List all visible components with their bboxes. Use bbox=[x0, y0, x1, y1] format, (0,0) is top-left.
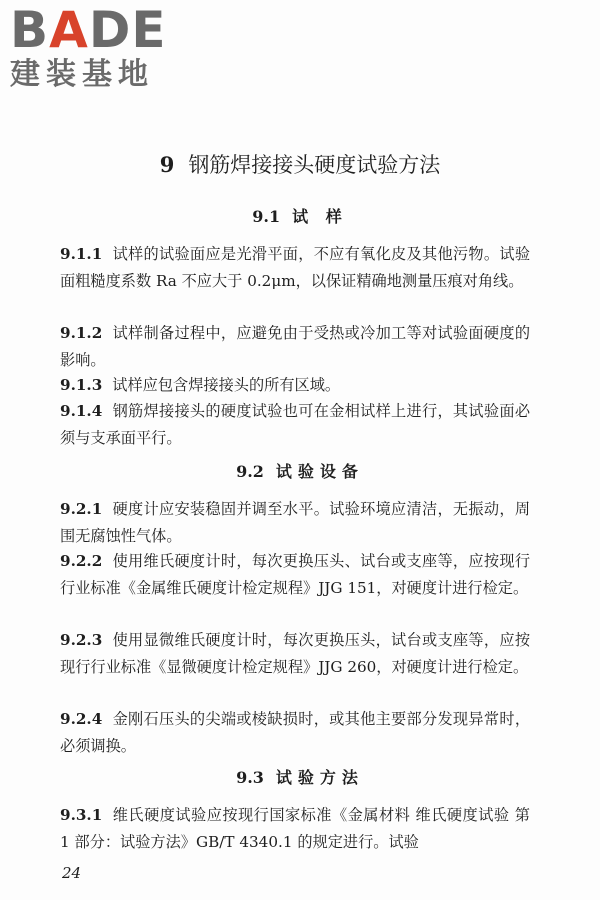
clause-number: 9.1.4 bbox=[60, 402, 103, 420]
logo-letters bbox=[10, 2, 167, 58]
section-number: 9.1 bbox=[252, 207, 281, 226]
clause-text: 使用显微维氏硬度计时，每次更换压头，试台或支座等，应按现行行业标准《显微硬度计检定规程》JJG 260，对硬度计进行检定。 bbox=[60, 631, 530, 676]
chapter-number: 9 bbox=[159, 152, 175, 177]
clause-number: 9.1.2 bbox=[60, 324, 103, 342]
section-heading bbox=[0, 766, 600, 790]
section-title: 试验设备 bbox=[275, 462, 364, 481]
clause-text: 钢筋焊接接头的硬度试验也可在金相试样上进行，其试验面必须与支承面平行。 bbox=[60, 402, 530, 447]
clause bbox=[60, 706, 530, 759]
clause bbox=[60, 241, 530, 294]
section-heading bbox=[0, 205, 600, 229]
logo-letters-de: DE bbox=[88, 1, 167, 59]
clause bbox=[60, 548, 530, 601]
section-heading bbox=[0, 460, 600, 484]
clause bbox=[60, 398, 530, 451]
clause-number: 9.2.1 bbox=[60, 500, 103, 518]
logo-letter-a: A bbox=[49, 1, 89, 59]
clause-number: 9.2.3 bbox=[60, 631, 103, 649]
bade-logo bbox=[10, 2, 167, 92]
section-number: 9.3 bbox=[236, 768, 264, 787]
clause-text: 试样应包含焊接接头的所有区域。 bbox=[112, 376, 341, 394]
section-title: 试 样 bbox=[292, 207, 348, 226]
clause bbox=[60, 802, 530, 855]
logo-subtitle: 建装基地 bbox=[10, 57, 154, 92]
clause bbox=[60, 372, 530, 399]
clause-number: 9.1.1 bbox=[60, 245, 103, 263]
clause bbox=[60, 320, 530, 373]
clause-number: 9.2.2 bbox=[60, 552, 103, 570]
clause-number: 9.3.1 bbox=[60, 806, 103, 824]
logo-letter-b: B bbox=[10, 1, 50, 59]
section-title: 试验方法 bbox=[275, 768, 364, 787]
clause bbox=[60, 496, 530, 549]
page-number: 24 bbox=[62, 864, 82, 882]
clause-text: 金刚石压头的尖端或棱缺损时，或其他主要部分发现异常时，必须调换。 bbox=[60, 710, 530, 755]
clause-number: 9.2.4 bbox=[60, 710, 103, 728]
chapter-heading bbox=[0, 150, 600, 180]
clause bbox=[60, 627, 530, 680]
clause-text: 试样制备过程中，应避免由于受热或冷加工等对试验面硬度的影响。 bbox=[60, 324, 530, 369]
clause-text: 使用维氏硬度计时，每次更换压头、试台或支座等，应按现行行业标准《金属维氏硬度计检定规程》JJG 151，对硬度计进行检定。 bbox=[60, 552, 530, 597]
chapter-title: 钢筋焊接接头硬度试验方法 bbox=[188, 153, 441, 177]
clause-number: 9.1.3 bbox=[60, 376, 103, 394]
section-number: 9.2 bbox=[236, 462, 264, 481]
clause-text: 硬度计应安装稳固并调至水平。试验环境应清洁，无振动，周围无腐蚀性气体。 bbox=[60, 500, 530, 545]
clause-text: 维氏硬度试验应按现行国家标准《金属材料 维氏硬度试验 第 1 部分：试验方法》GB/T 4340.1 的规定进行。试验 bbox=[60, 806, 530, 851]
clause-text: 试样的试验面应是光滑平面，不应有氧化皮及其他污物。试验面粗糙度系数 Ra 不应大于 0.2μm，以保证精确地测量压痕对角线。 bbox=[60, 245, 530, 290]
